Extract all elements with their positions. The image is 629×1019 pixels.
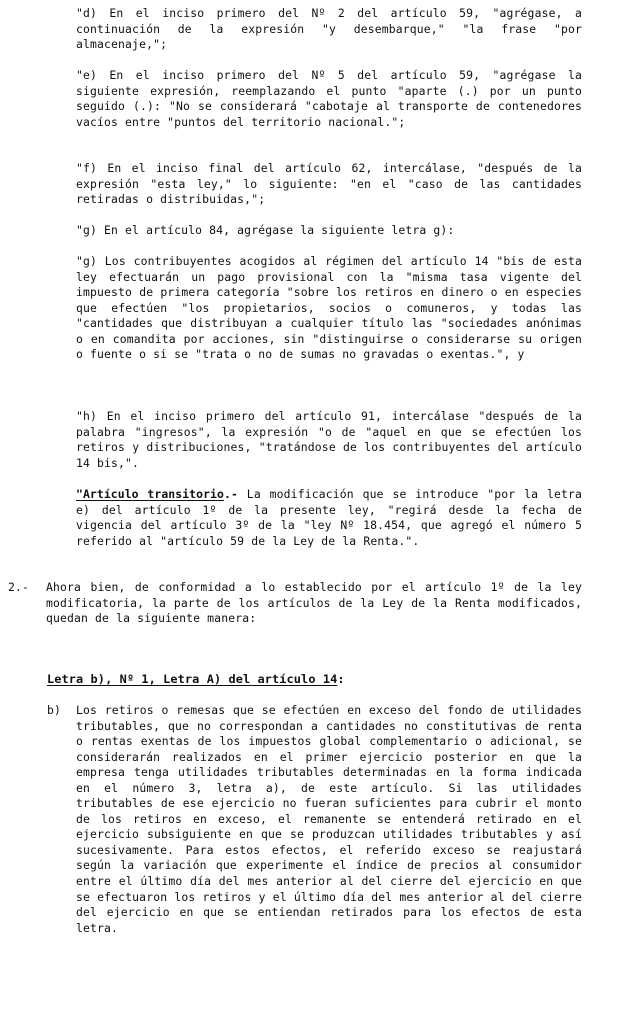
paragraph-item-f: "f) En el inciso final del artículo 62, intercálase, "después de la expresión "esta ley," lo siguiente: "en el "caso de las cantidades retiradas o distribuidas,"; [76,161,590,207]
lettered-item-b [47,703,590,936]
numbered-item-2-marker: 2.- [8,580,30,594]
heading-letra-b-line [47,672,582,688]
paragraph-articulo-transitorio [76,487,590,549]
heading-letra-b: Letra b), Nº 1, Letra A) del artículo 14 [47,672,338,686]
lettered-item-b-marker: b) [47,703,62,717]
lettered-item-b-text: Los retiros o remesas que se efectúen en exceso del fondo de utilidades tributables, que no correspondan a cantidades no constitutivas de renta o rentas exentas de los impuestos global complementario o adicional, se considerarán realizados en el primer ejercicio posterior en que la empresa tenga utilidades tributables determinadas en la forma indicada en el número 3, letra a), de este artículo. Si las utilidades tributables de ese ejercicio no fueran suficientes para cubrir el monto de los retiros en exceso, el remanente se entenderá retirado en el ejercicio subsiguiente en que se produzcan utilidades tributables y así sucesivamente. Para estos efectos, el referido exceso se reajustará según la variación que experimente el índice de precios al consumidor entre el último día del mes anterior al del cierre del ejercicio en que se efectuaron los retiros y el último día del mes anterior al del cierre del ejercicio en que se entiendan retirados para los efectos de esta letra. [76,703,590,935]
numbered-item-2 [8,580,590,627]
heading-articulo-transitorio-tail: .- [223,487,238,501]
paragraph-item-h: "h) En el inciso primero del artículo 91, intercálase "después de la palabra "ingresos", la expresión "o de "aquel en que se efectúen los retiros y distribuciones, "tratándose de los contribuyentes del artículo 14 bis,". [76,409,590,470]
paragraph-item-g-intro: "g) En el artículo 84, agrégase la siguiente letra g): [76,223,455,237]
paragraph-articulo-transitorio-text: La modificación que se introduce "por la letra e) del artículo 1º de la presente ley, "regirá desde la fecha de vigencia del artículo 3º de la "ley Nº 18.454, que agregó el número 5 referido al "artículo 59 de la Ley de la Renta.". [76,487,590,548]
paragraph-item-d: "d) En el inciso primero del Nº 2 del artículo 59, "agrégase, a continuación de la expresión "y desembarque," "la frase "por almacenaje,"; [76,6,590,52]
paragraph-item-g-body: "g) Los contribuyentes acogidos al régimen del artículo 14 "bis de esta ley efectuarán un pago provisional con la "misma tasa vigente del impuesto de primera categoría "sobre los retiros en dinero o en especies que efectúen "los propietarios, socios o comuneros, y todas las "cantidades que distribuyan a cualquier título las "sociedades anónimas o en comandita por acciones, sin "distinguirse o considerarse su origen o fuente o si se "trata o no de sumas no gravadas o exentas.", y [76,254,590,362]
heading-articulo-transitorio: "Artículo transitorio [76,487,224,501]
heading-letra-b-tail: : [337,672,345,686]
paragraph-item-e: "e) En el inciso primero del Nº 5 del artículo 59, "agrégase la siguiente expresión, reemplazando el punto "aparte (.) por un punto seguido (.): "No se considerará "cabotaje al transporte de contenedores vacíos entre "puntos del territorio nacional."; [76,68,590,129]
numbered-item-2-text: Ahora bien, de conformidad a lo establecido por el artículo 1º de la ley modificatoria, la parte de los artículos de la Ley de la Renta modificados, quedan de la siguiente manera: [46,580,590,626]
